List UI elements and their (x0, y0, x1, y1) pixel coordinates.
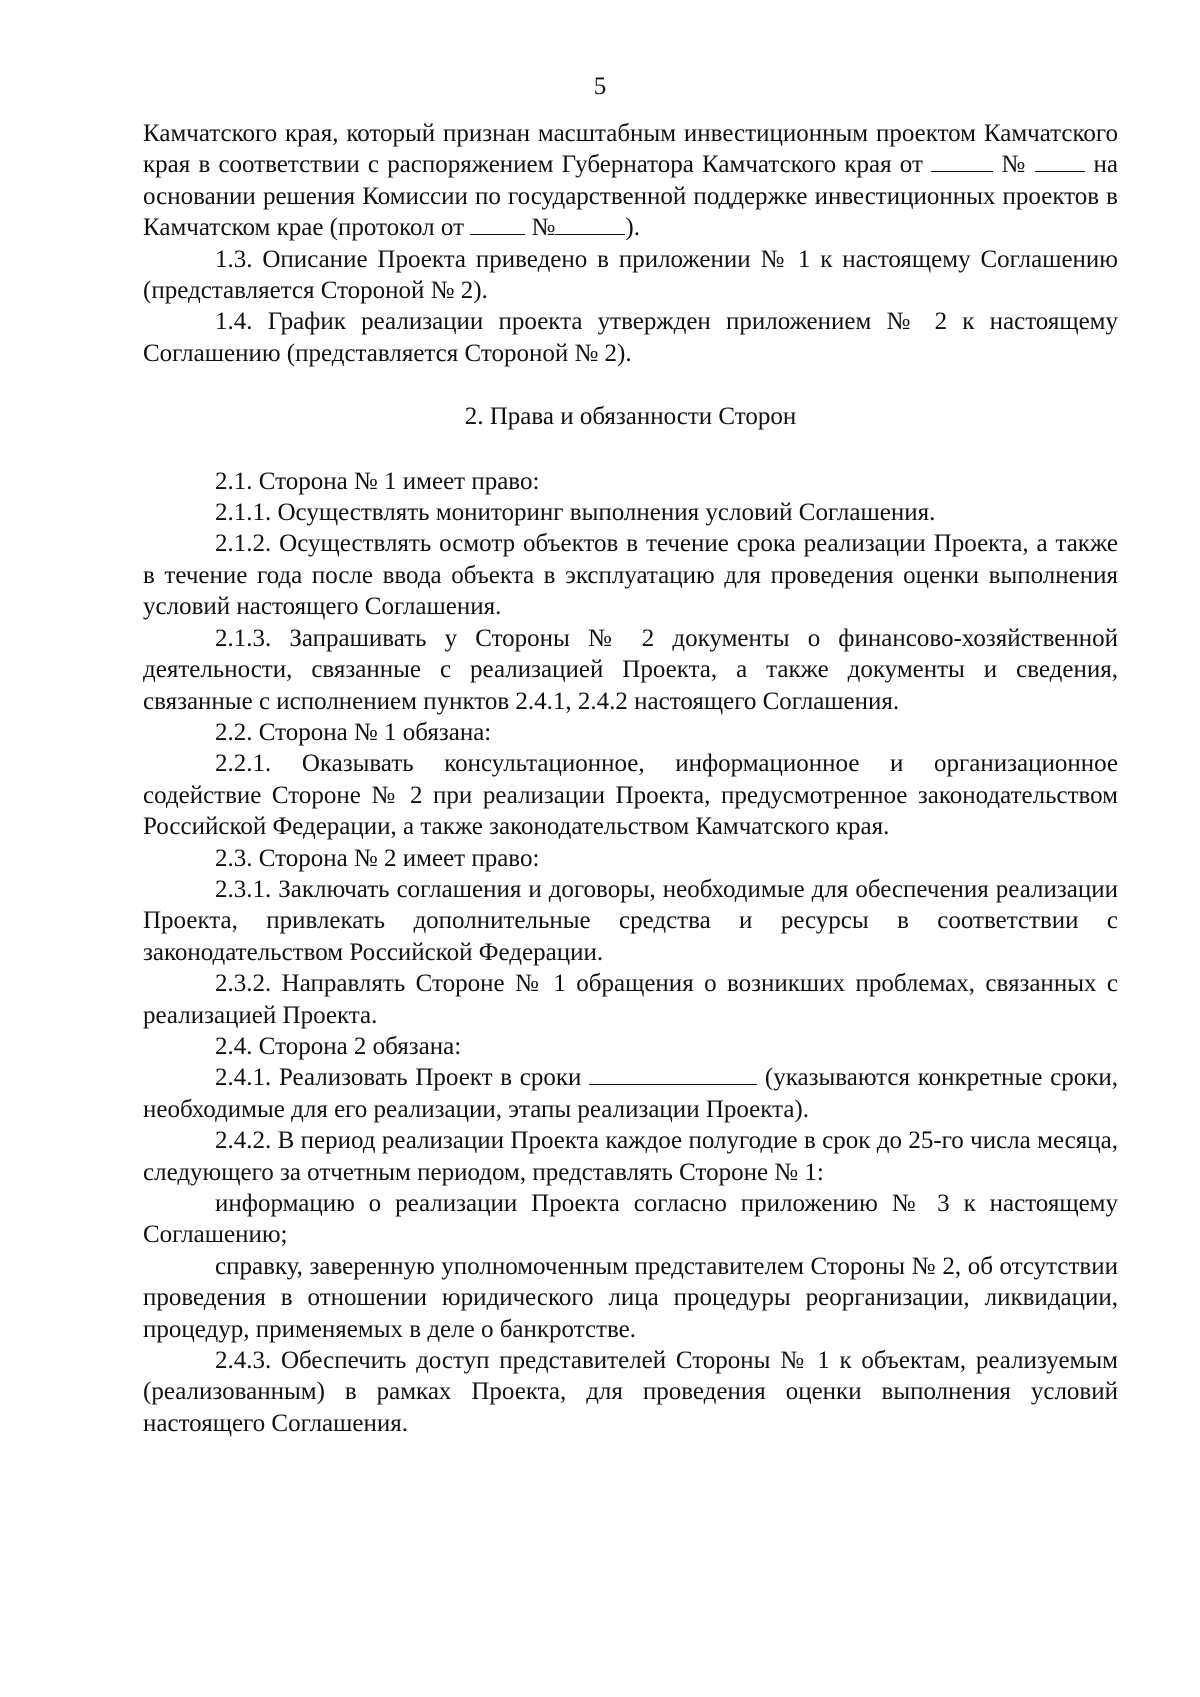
clause-1-3: 1.3. Описание Проекта приведено в приложении № 1 к настоящему Соглашению (представляется Стороной № 2). (143, 245, 1118, 305)
clause-2-1-1: 2.1.1. Осуществлять мониторинг выполнения условий Соглашения. (215, 499, 936, 527)
page-number: 5 (593, 73, 607, 100)
section-heading: 2. Права и обязанности Сторон (464, 403, 797, 431)
clause-2-2: 2.2. Сторона № 1 обязана: (215, 718, 492, 746)
clause-2-4-2: 2.4.2. В период реализации Проекта каждое полугодие в срок до 25-го числа месяца, следующего за отчетным периодом, представлять Стороне № 1: (143, 1127, 1118, 1186)
paragraph-text: на основании решения Комиссии по государственной поддержке инвестиционных проектов в Камчатском крае (протокол от (143, 151, 1119, 242)
clause-2-4-2-item-information: информацию о реализации Проекта согласно приложению № 3 к настоящему Соглашению; (143, 1190, 1118, 1249)
clause-2-4-1 (143, 1062, 1118, 1125)
document-body (143, 118, 1118, 1439)
clause-2-3-1: 2.3.1. Заключать соглашения и договоры, необходимые для обеспечения реализации Проекта, привлекать дополнительные средства и ресурсы в соответствии с законодательством Российской Федерации. (143, 875, 1118, 966)
date-blank-field (931, 149, 993, 172)
clause-2-1-2: 2.1.2. Осуществлять осмотр объектов в течение срока реализации Проекта, а также в течение года после ввода объекта в эксплуатацию для проведения оценки выполнения условий настоящего Соглашения. (143, 530, 1118, 621)
number-blank-field (1035, 149, 1085, 172)
paragraph-text: 2.4.1. Реализовать Проект в сроки (215, 1064, 582, 1092)
clause-1-4: 1.4. График реализации проекта утвержден приложением № 2 к настоящему Соглашению (представляется Стороной № 2). (143, 308, 1118, 367)
number-sign: № (531, 214, 556, 242)
number-sign: № (1001, 151, 1028, 179)
clause-2-4: 2.4. Сторона 2 обязана: (215, 1032, 462, 1060)
paragraph-text: (указываются конкретные сроки, необходимые для его реализации, этапы реализации Проекта). (143, 1064, 1119, 1123)
clause-2-1: 2.1. Сторона № 1 имеет право: (215, 467, 540, 495)
clause-2-3: 2.3. Сторона № 2 имеет право: (215, 844, 540, 872)
protocol-number-blank-field (555, 212, 625, 235)
terms-blank-field (589, 1062, 757, 1085)
clause-2-1-3: 2.1.3. Запрашивать у Стороны № 2 документы о финансово-хозяйственной деятельности, связанные с реализацией Проекта, а также документы и сведения, связанные с исполнением пунктов 2.4.1, 2.4.2 настоящего Соглашения. (143, 624, 1118, 715)
paragraph-text: Камчатского края, который признан масштабным инвестиционным проектом Камчатского края в соответствии с распоряжением Губернатора Камчатского края от (143, 120, 1118, 179)
clause-2-4-3: 2.4.3. Обеспечить доступ представителей Стороны № 1 к объектам, реализуемым (реализованным) в рамках Проекта, для проведения оценки выполнения условий настоящего Соглашения. (143, 1347, 1118, 1437)
clause-2-3-2: 2.3.2. Направлять Стороне № 1 обращения о возникших проблемах, связанных с реализацией Проекта. (143, 970, 1118, 1029)
clause-2-2-1: 2.2.1. Оказывать консультационное, информационное и организационное содействие Стороне № 2 при реализации Проекта, предусмотренное законодательством Российской Федерации, а также законодательством Камчатского края. (143, 750, 1118, 841)
paragraph-text: ). (625, 214, 640, 242)
clause-2-4-2-item-certificate: справку, заверенную уполномоченным представителем Стороны № 2, об отсутствии проведения в отношении юридического лица процедуры реорганизации, ликвидации, процедур, применяемых в деле о банкротстве. (143, 1252, 1118, 1343)
paragraph-continuation (143, 118, 1118, 244)
protocol-date-blank-field (470, 212, 525, 235)
